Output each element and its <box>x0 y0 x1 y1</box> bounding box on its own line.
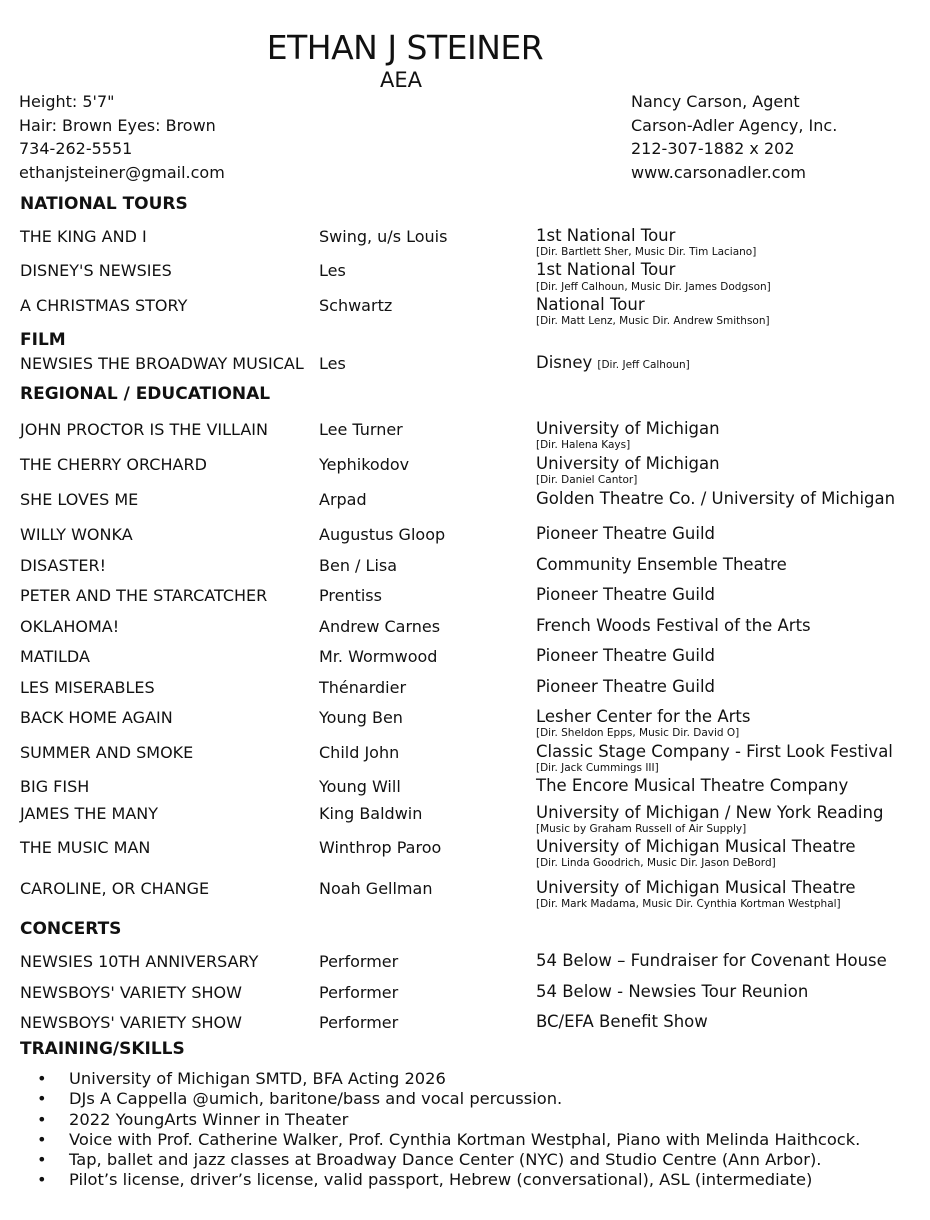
credit-role: Young Will <box>319 777 401 796</box>
credit-title: BACK HOME AGAIN <box>20 708 173 727</box>
agent-info <box>631 90 837 184</box>
credit-venue: Golden Theatre Co. / University of Michigan <box>536 489 896 508</box>
credit-director: [Dir. Daniel Cantor] <box>536 474 638 486</box>
credit-role: Performer <box>319 952 399 971</box>
section-training: TRAINING/SKILLS <box>20 1039 185 1059</box>
credit-title: MATILDA <box>20 647 90 666</box>
credit-director: [Music by Graham Russell of Air Supply] <box>536 823 747 835</box>
credit-title: A CHRISTMAS STORY <box>20 296 188 315</box>
credit-role: Les <box>319 354 346 373</box>
list-item: • Voice with Prof. Catherine Walker, Prof. Cynthia Kortman Westphal, Piano with Melinda Haithcock. <box>37 1129 861 1149</box>
credit-title: PETER AND THE STARCATCHER <box>20 586 268 605</box>
credit-director: [Dir. Linda Goodrich, Music Dir. Jason DeBord] <box>536 857 776 869</box>
credit-venue: 1st National Tour <box>536 226 676 245</box>
personal-info <box>19 90 225 184</box>
credit-title: SUMMER AND SMOKE <box>20 743 194 762</box>
credit-role: King Baldwin <box>319 804 423 823</box>
bullet-icon: • <box>37 1150 47 1170</box>
list-item: • Pilot’s license, driver’s license, valid passport, Hebrew (conversational), ASL (intermediate) <box>37 1170 813 1190</box>
credit-director: [Dir. Matt Lenz, Music Dir. Andrew Smithson] <box>536 315 770 327</box>
agency-website: www.carsonadler.com <box>631 162 806 182</box>
credit-title: NEWSIES THE BROADWAY MUSICAL <box>20 354 304 373</box>
list-item: • DJs A Cappella @umich, baritone/bass and vocal percussion. <box>37 1089 563 1109</box>
credit-director: [Dir. Jeff Calhoun] <box>597 359 690 371</box>
credit-role: Child John <box>319 743 400 762</box>
bullet-icon: • <box>37 1109 47 1129</box>
credit-venue: Classic Stage Company - First Look Festival <box>536 742 893 761</box>
credit-title: SHE LOVES ME <box>20 490 139 509</box>
credit-venue: 1st National Tour <box>536 260 676 279</box>
credit-role: Mr. Wormwood <box>319 647 438 666</box>
credit-role: Young Ben <box>319 708 403 727</box>
credit-venue: University of Michigan <box>536 419 720 438</box>
credit-title: DISASTER! <box>20 556 107 575</box>
credit-role: Schwartz <box>319 296 393 315</box>
credit-venue: 54 Below – Fundraiser for Covenant House <box>536 951 887 970</box>
section-film: FILM <box>20 330 66 350</box>
credit-director: [Dir. Halena Kays] <box>536 439 631 451</box>
credit-venue: 54 Below - Newsies Tour Reunion <box>536 982 809 1001</box>
list-item: • Tap, ballet and jazz classes at Broadway Dance Center (NYC) and Studio Centre (Ann Arbor). <box>37 1150 822 1170</box>
credit-venue: University of Michigan / New York Reading <box>536 803 884 822</box>
credit-title: JAMES THE MANY <box>20 804 159 823</box>
union-affiliation: AEA <box>380 68 422 92</box>
email-line: ethanjsteiner@gmail.com <box>19 162 225 182</box>
credit-role: Ben / Lisa <box>319 556 398 575</box>
credit-role: Noah Gellman <box>319 879 433 898</box>
section-regional: REGIONAL / EDUCATIONAL <box>20 384 271 404</box>
credit-venue: Community Ensemble Theatre <box>536 555 787 574</box>
bullet-icon: • <box>37 1089 47 1109</box>
credit-title: WILLY WONKA <box>20 525 133 544</box>
credit-role: Swing, u/s Louis <box>319 227 448 246</box>
credit-director: [Dir. Jack Cummings III] <box>536 762 659 774</box>
credit-role: Augustus Gloop <box>319 525 446 544</box>
credit-venue: Pioneer Theatre Guild <box>536 646 716 665</box>
list-item: • 2022 YoungArts Winner in Theater <box>37 1109 349 1129</box>
credit-title: THE MUSIC MAN <box>20 838 151 857</box>
credit-venue: Pioneer Theatre Guild <box>536 677 716 696</box>
credit-title: BIG FISH <box>20 777 90 796</box>
credit-director: [Dir. Jeff Calhoun, Music Dir. James Dodgson] <box>536 281 771 293</box>
section-national-tours: NATIONAL TOURS <box>20 194 188 214</box>
section-concerts: CONCERTS <box>20 919 122 939</box>
credit-venue: University of Michigan <box>536 454 720 473</box>
credit-title: JOHN PROCTOR IS THE VILLAIN <box>20 420 268 439</box>
credit-title: CAROLINE, OR CHANGE <box>20 879 210 898</box>
credit-title: THE KING AND I <box>20 227 147 246</box>
credit-venue: BC/EFA Benefit Show <box>536 1012 708 1031</box>
resume-name: ETHAN J STEINER <box>266 28 544 67</box>
credit-venue: The Encore Musical Theatre Company <box>536 776 849 795</box>
credit-role: Les <box>319 261 346 280</box>
credit-venue: University of Michigan Musical Theatre <box>536 837 856 856</box>
credit-title: LES MISERABLES <box>20 678 155 697</box>
credit-title: NEWSIES 10TH ANNIVERSARY <box>20 952 259 971</box>
agent-name: Nancy Carson, Agent <box>631 92 800 111</box>
credit-venue: National Tour <box>536 295 645 314</box>
credit-title: THE CHERRY ORCHARD <box>20 455 207 474</box>
credit-director: [Dir. Mark Madama, Music Dir. Cynthia Kortman Westphal] <box>536 898 841 910</box>
credit-role: Performer <box>319 1013 399 1032</box>
credit-role: Yephikodov <box>319 455 410 474</box>
bullet-icon: • <box>37 1170 47 1190</box>
training-list <box>30 1069 860 1191</box>
credit-role: Winthrop Paroo <box>319 838 442 857</box>
credit-venue: French Woods Festival of the Arts <box>536 616 811 635</box>
phone-line: 734-262-5551 <box>19 139 133 159</box>
agency-name: Carson-Adler Agency, Inc. <box>631 115 838 135</box>
credit-venue: Pioneer Theatre Guild <box>536 585 716 604</box>
list-item: • University of Michigan SMTD, BFA Acting 2026 <box>37 1069 446 1088</box>
credit-venue: Disney <box>536 353 593 372</box>
bullet-icon: • <box>37 1069 47 1088</box>
credit-role: Arpad <box>319 490 367 509</box>
credit-director: [Dir. Sheldon Epps, Music Dir. David O] <box>536 727 740 739</box>
agent-phone: 212-307-1882 x 202 <box>631 139 795 159</box>
credit-venue: University of Michigan Musical Theatre <box>536 878 856 897</box>
hair-eyes-line: Hair: Brown Eyes: Brown <box>19 115 216 135</box>
height-line: Height: 5'7" <box>19 92 115 111</box>
credit-title: NEWSBOYS' VARIETY SHOW <box>20 983 242 1002</box>
credit-role: Andrew Carnes <box>319 617 441 636</box>
credit-role: Thénardier <box>319 678 407 697</box>
credit-role: Performer <box>319 983 399 1002</box>
bullet-icon: • <box>37 1129 47 1149</box>
credit-venue: Lesher Center for the Arts <box>536 707 751 726</box>
credit-role: Lee Turner <box>319 420 403 439</box>
credit-role: Prentiss <box>319 586 382 605</box>
credit-title: OKLAHOMA! <box>20 617 120 636</box>
credit-title: DISNEY'S NEWSIES <box>20 261 172 280</box>
credit-title: NEWSBOYS' VARIETY SHOW <box>20 1013 242 1032</box>
credit-venue: Pioneer Theatre Guild <box>536 524 716 543</box>
credit-director: [Dir. Bartlett Sher, Music Dir. Tim Laciano] <box>536 246 757 258</box>
